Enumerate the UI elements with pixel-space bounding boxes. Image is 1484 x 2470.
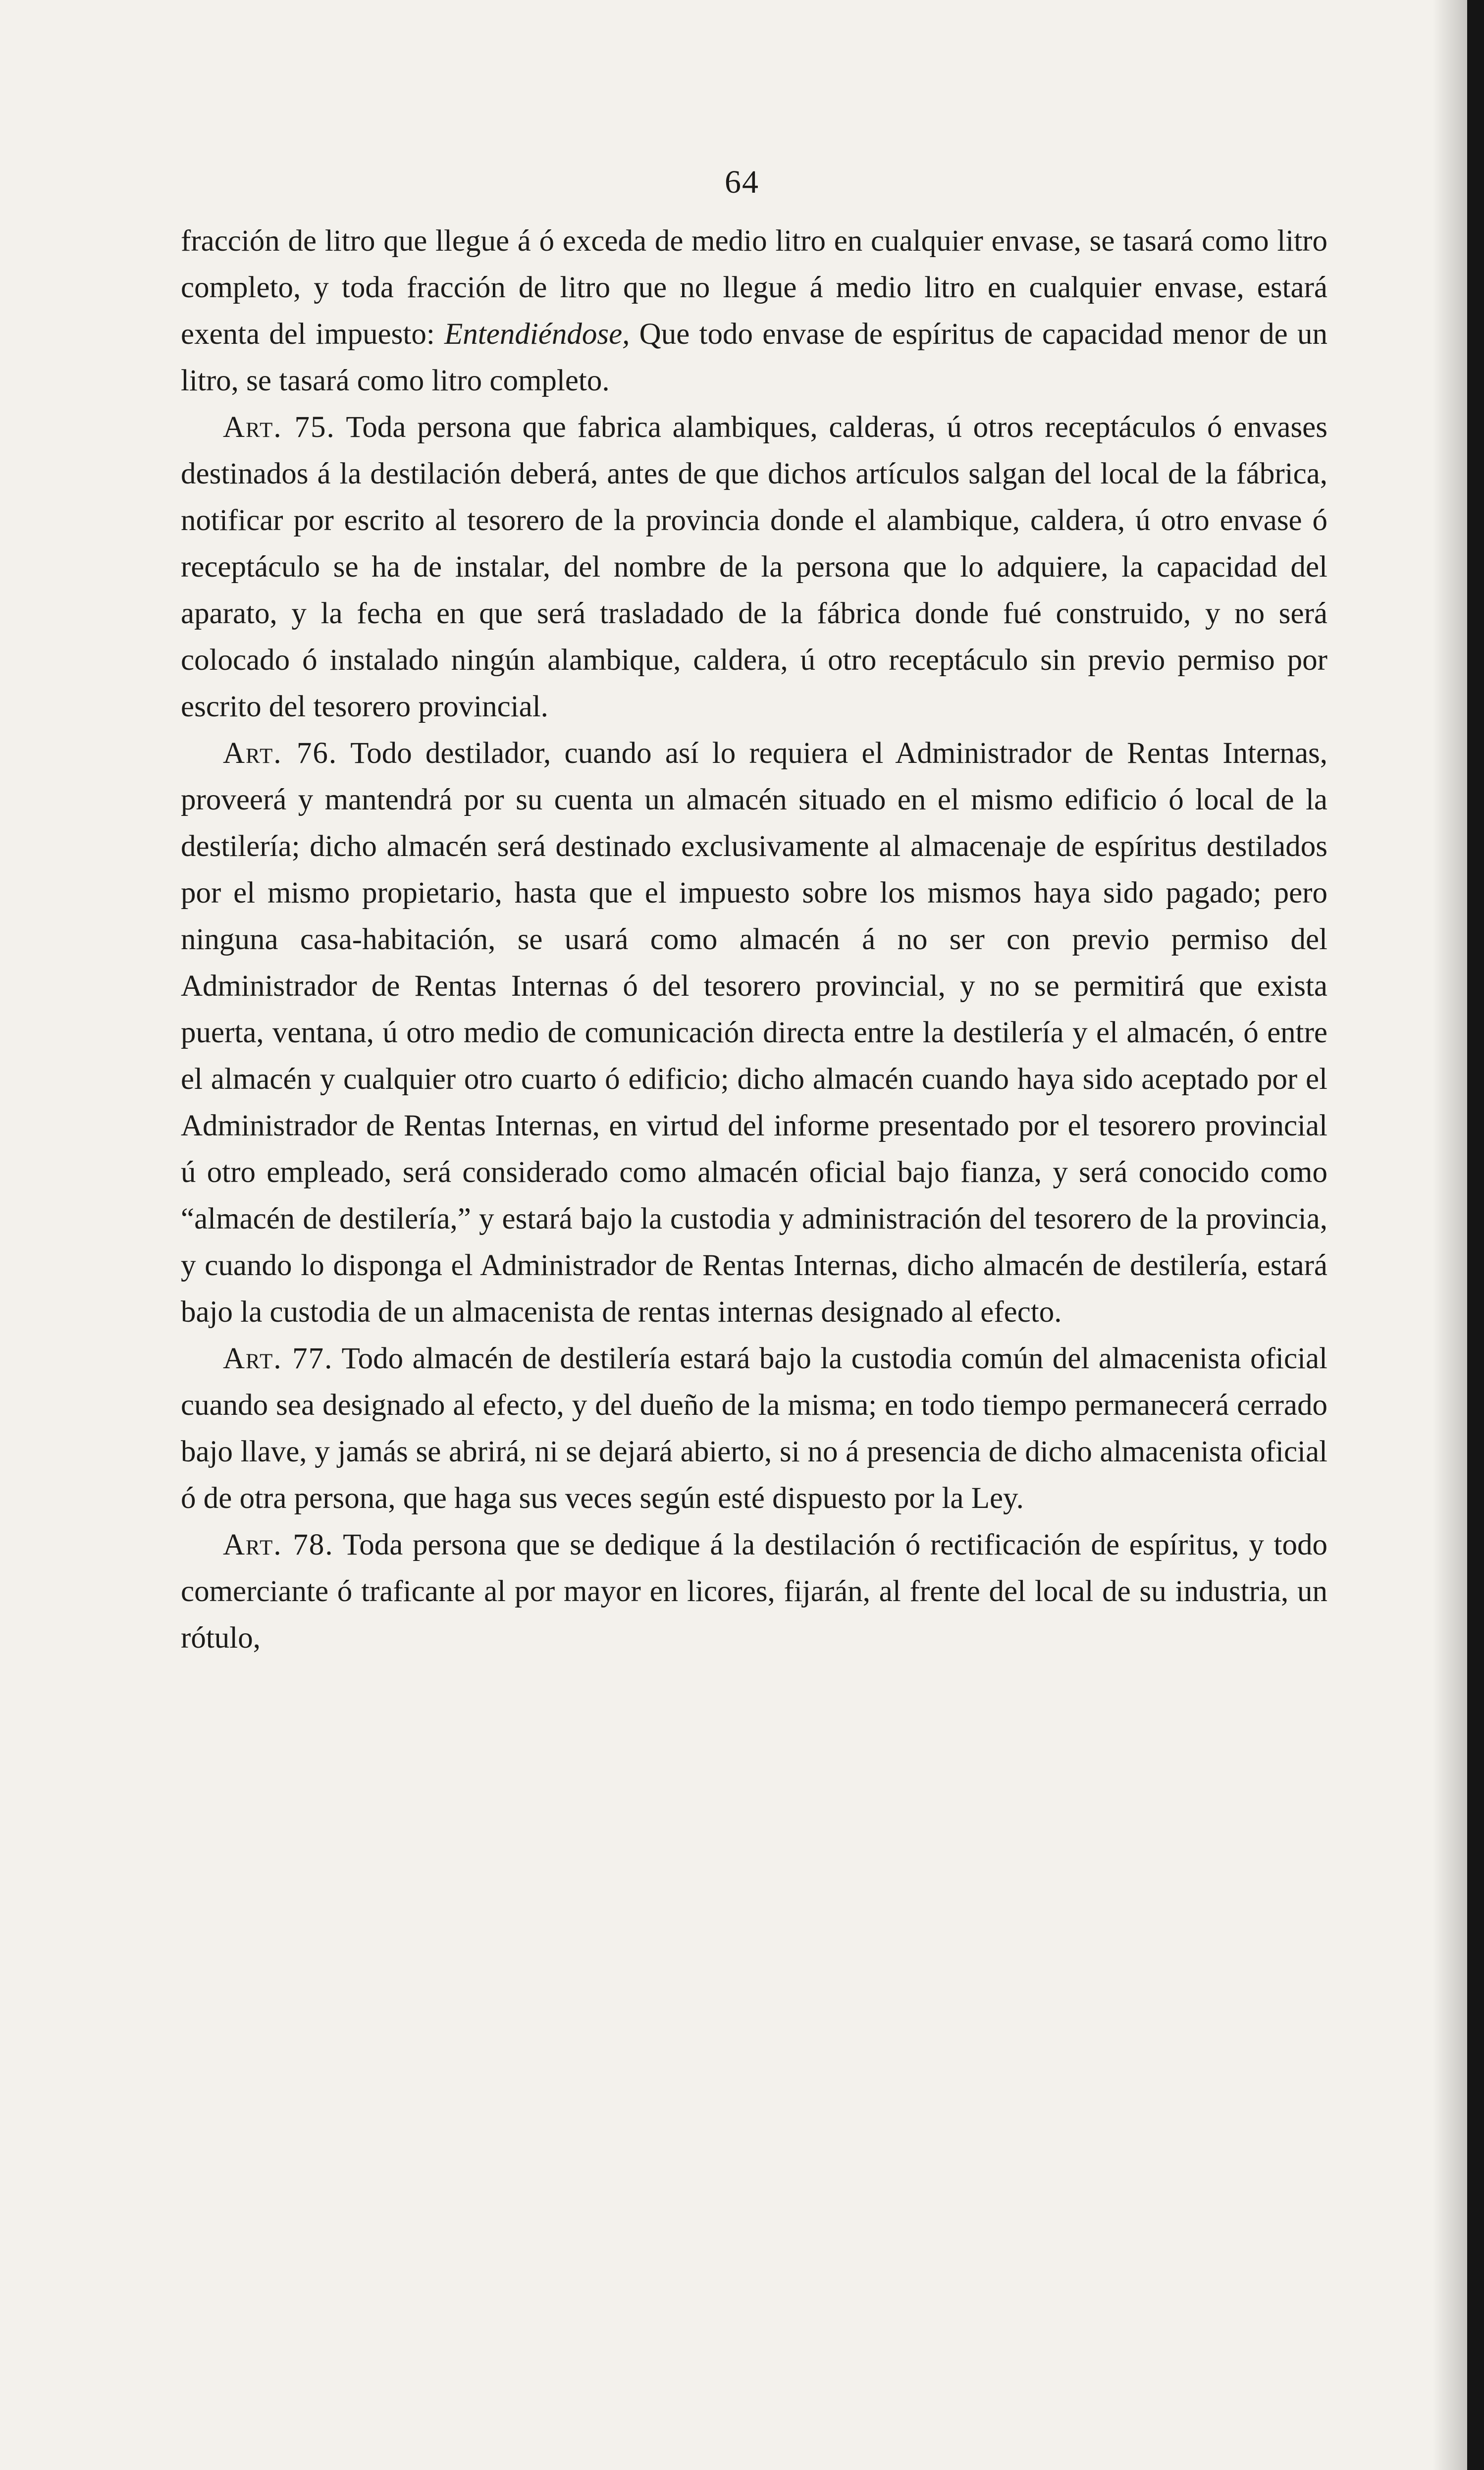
page-number: 64	[725, 164, 759, 200]
article-paragraph	[181, 404, 1327, 730]
article-paragraph	[181, 1336, 1327, 1522]
continued-paragraph	[181, 218, 1327, 404]
article-paragraph	[181, 730, 1327, 1336]
page-edge-shadow	[1432, 0, 1467, 2470]
article-label: Art. 75.	[223, 411, 335, 444]
italic-text: Entendiéndose,	[444, 318, 630, 351]
article-paragraph	[181, 1522, 1327, 1662]
article-label: Art. 78.	[223, 1528, 334, 1561]
paragraph-text: Toda persona que se dedique á la destilación ó rectificación de espíritus, y todo comerciante ó traficante al por mayor en licores, fijarán, al frente del local de su industria, un rótulo,	[181, 1528, 1328, 1655]
paragraph-text: fracción de litro que llegue á ó exceda de medio litro en cualquier envase, se tasará como litro completo, y toda fracción de litro que no llegue á medio litro en cualquier envase, estará exenta del impuesto:	[181, 224, 1327, 351]
paragraph-text: Que todo envase de espíritus de capacidad menor de un litro, se tasará como litro completo.	[181, 318, 1327, 397]
paragraph-text: Toda persona que fabrica alambiques, calderas, ú otros receptáculos ó envases destinados á la destilación deberá, antes de que dichos artículos salgan del local de la fábrica, notificar por escrito al tesorero de la provincia donde el alambique, caldera, ú otro envase ó receptáculo se ha de instalar, del nombre de la persona que lo adquiere, la capacidad del aparato, y la fecha en que será trasladado de la fábrica donde fué construido, y no será colocado ó instalado ningún alambique, caldera, ú otro receptáculo sin previo permiso por escrito del tesorero provincial.	[181, 411, 1327, 723]
article-label: Art. 76.	[223, 737, 338, 770]
paragraph-text: Todo almacén de destilería estará bajo la custodia común del almacenista oficial cuando sea designado al efecto, y del dueño de la misma; en todo tiempo permanecerá cerrado bajo llave, y jamás se abrirá, ni se dejará abierto, si no á presencia de dicho almacenista oficial ó de otra persona, que haga sus veces según esté dispuesto por la Ley.	[181, 1342, 1327, 1515]
article-label: Art. 77.	[223, 1342, 333, 1375]
page-edge	[1467, 0, 1484, 2470]
paragraph-text: Todo destilador, cuando así lo requiera el Administrador de Rentas Internas, proveerá y mantendrá por su cuenta un almacén situado en el mismo edificio ó local de la destilería; dicho almacén será destinado exclusivamente al almacenaje de espíritus destilados por el mismo propietario, hasta que el impuesto sobre los mismos haya sido pagado; pero ninguna casa-habitación, se usará como almacén á no ser con previo permiso del Administrador de Rentas Internas ó del tesorero provincial, y no se permitirá que exista puerta, ventana, ú otro medio de comunicación directa entre la destilería y el almacén, ó entre el almacén y cualquier otro cuarto ó edificio; dicho almacén cuando haya sido aceptado por el Administrador de Rentas Internas, en virtud del informe presentado por el tesorero provincial ú otro empleado, será considerado como almacén oficial bajo fianza, y será conocido como “almacén de destilería,” y estará bajo la custodia y administración del tesorero de la provincia, y cuando lo disponga el Administrador de Rentas Internas, dicho almacén de destilería, estará bajo la custodia de un almacenista de rentas internas designado al efecto.	[181, 737, 1328, 1329]
body-text	[181, 218, 1327, 1662]
